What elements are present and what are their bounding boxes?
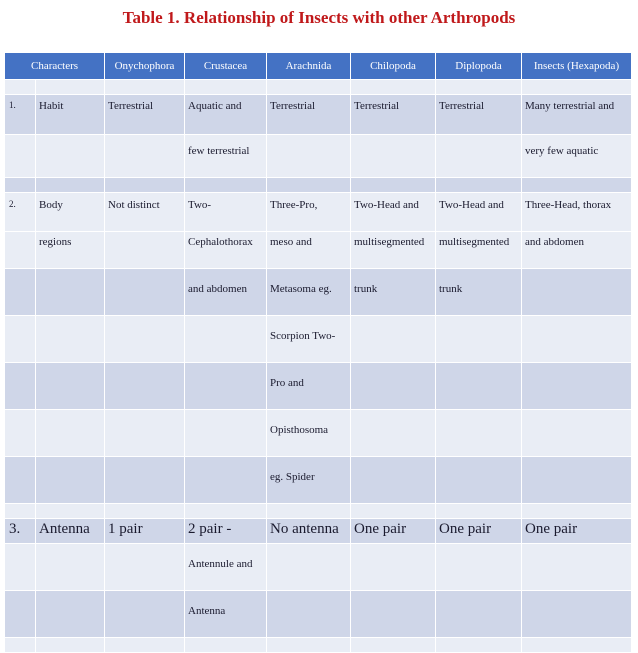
header-onychophora: Onychophora (105, 53, 185, 80)
table-cell: One pair (436, 519, 522, 544)
table-cell: 2 pair - (185, 519, 267, 544)
table-row-body-regions-cont (5, 269, 632, 316)
row-number: 2. (5, 193, 36, 232)
header-diplopoda: Diplopoda (436, 53, 522, 80)
table-cell: Scorpion Two- (267, 316, 351, 363)
table-cell: very few aquatic (522, 135, 632, 178)
table-cell: Body (36, 193, 105, 232)
arthropod-comparison-table (4, 52, 632, 653)
table-cell: few terrestrial (185, 135, 267, 178)
table-cell (351, 135, 436, 178)
table-cell: Pro and (267, 363, 351, 410)
header-chilopoda: Chilopoda (351, 53, 436, 80)
table-cell: multisegmented (436, 232, 522, 269)
spacer-row (5, 504, 632, 519)
row-number: 1. (5, 95, 36, 135)
table-row-body-regions-cont (5, 316, 632, 363)
table-cell (105, 135, 185, 178)
table-cell: One pair (351, 519, 436, 544)
table-title: Table 1. Relationship of Insects with other Arthropods (122, 8, 516, 27)
header-row (5, 53, 632, 80)
table-row-habit-cont (5, 135, 632, 178)
table-cell (105, 232, 185, 269)
header-characters: Characters (5, 53, 105, 80)
table-cell: Two-Head and (436, 193, 522, 232)
table-row-body-regions (5, 193, 632, 232)
table-cell: Terrestrial (105, 95, 185, 135)
table-cell: Two- (185, 193, 267, 232)
table-cell: Aquatic and (185, 95, 267, 135)
header-crustacea: Crustacea (185, 53, 267, 80)
table-cell: Three-Pro, (267, 193, 351, 232)
table-cell: Habit (36, 95, 105, 135)
table-cell: trunk (351, 269, 436, 316)
table-cell: Metasoma eg. (267, 269, 351, 316)
spacer-row (5, 638, 632, 653)
table-cell: and abdomen (522, 232, 632, 269)
table-row-antenna-cont (5, 591, 632, 638)
spacer-row (5, 178, 632, 193)
table-cell: Terrestrial (351, 95, 436, 135)
table-cell: Terrestrial (436, 95, 522, 135)
table-cell: Two-Head and (351, 193, 436, 232)
table-cell: and abdomen (185, 269, 267, 316)
table-cell: Three-Head, thorax (522, 193, 632, 232)
header-arachnida: Arachnida (267, 53, 351, 80)
table-cell (267, 135, 351, 178)
table-cell (436, 135, 522, 178)
table-cell: Cephalothorax (185, 232, 267, 269)
table-cell: Antenna (185, 591, 267, 638)
table-cell: One pair (522, 519, 632, 544)
row-number: 3. (5, 519, 36, 544)
table-row-body-regions-cont (5, 363, 632, 410)
table-cell (36, 135, 105, 178)
table-cell: 1 pair (105, 519, 185, 544)
table-cell: Many terrestrial and (522, 95, 632, 135)
table-cell: meso and (267, 232, 351, 269)
table-row-body-regions-cont (5, 457, 632, 504)
table-cell: No antenna (267, 519, 351, 544)
table-row-body-regions-cont (5, 410, 632, 457)
table-cell: Antennule and (185, 544, 267, 591)
table-cell: regions (36, 232, 105, 269)
table-row-habit (5, 95, 632, 135)
header-insects: Insects (Hexapoda) (522, 53, 632, 80)
spacer-row (5, 80, 632, 95)
table-row-body-regions-cont (5, 232, 632, 269)
table-cell: eg. Spider (267, 457, 351, 504)
table-row-antenna-cont (5, 544, 632, 591)
table-cell: trunk (436, 269, 522, 316)
table-cell: multisegmented (351, 232, 436, 269)
table-cell: Not distinct (105, 193, 185, 232)
table-cell: Opisthosoma (267, 410, 351, 457)
table-cell: Terrestrial (267, 95, 351, 135)
table-row-antenna (5, 519, 632, 544)
table-cell: Antenna (36, 519, 105, 544)
